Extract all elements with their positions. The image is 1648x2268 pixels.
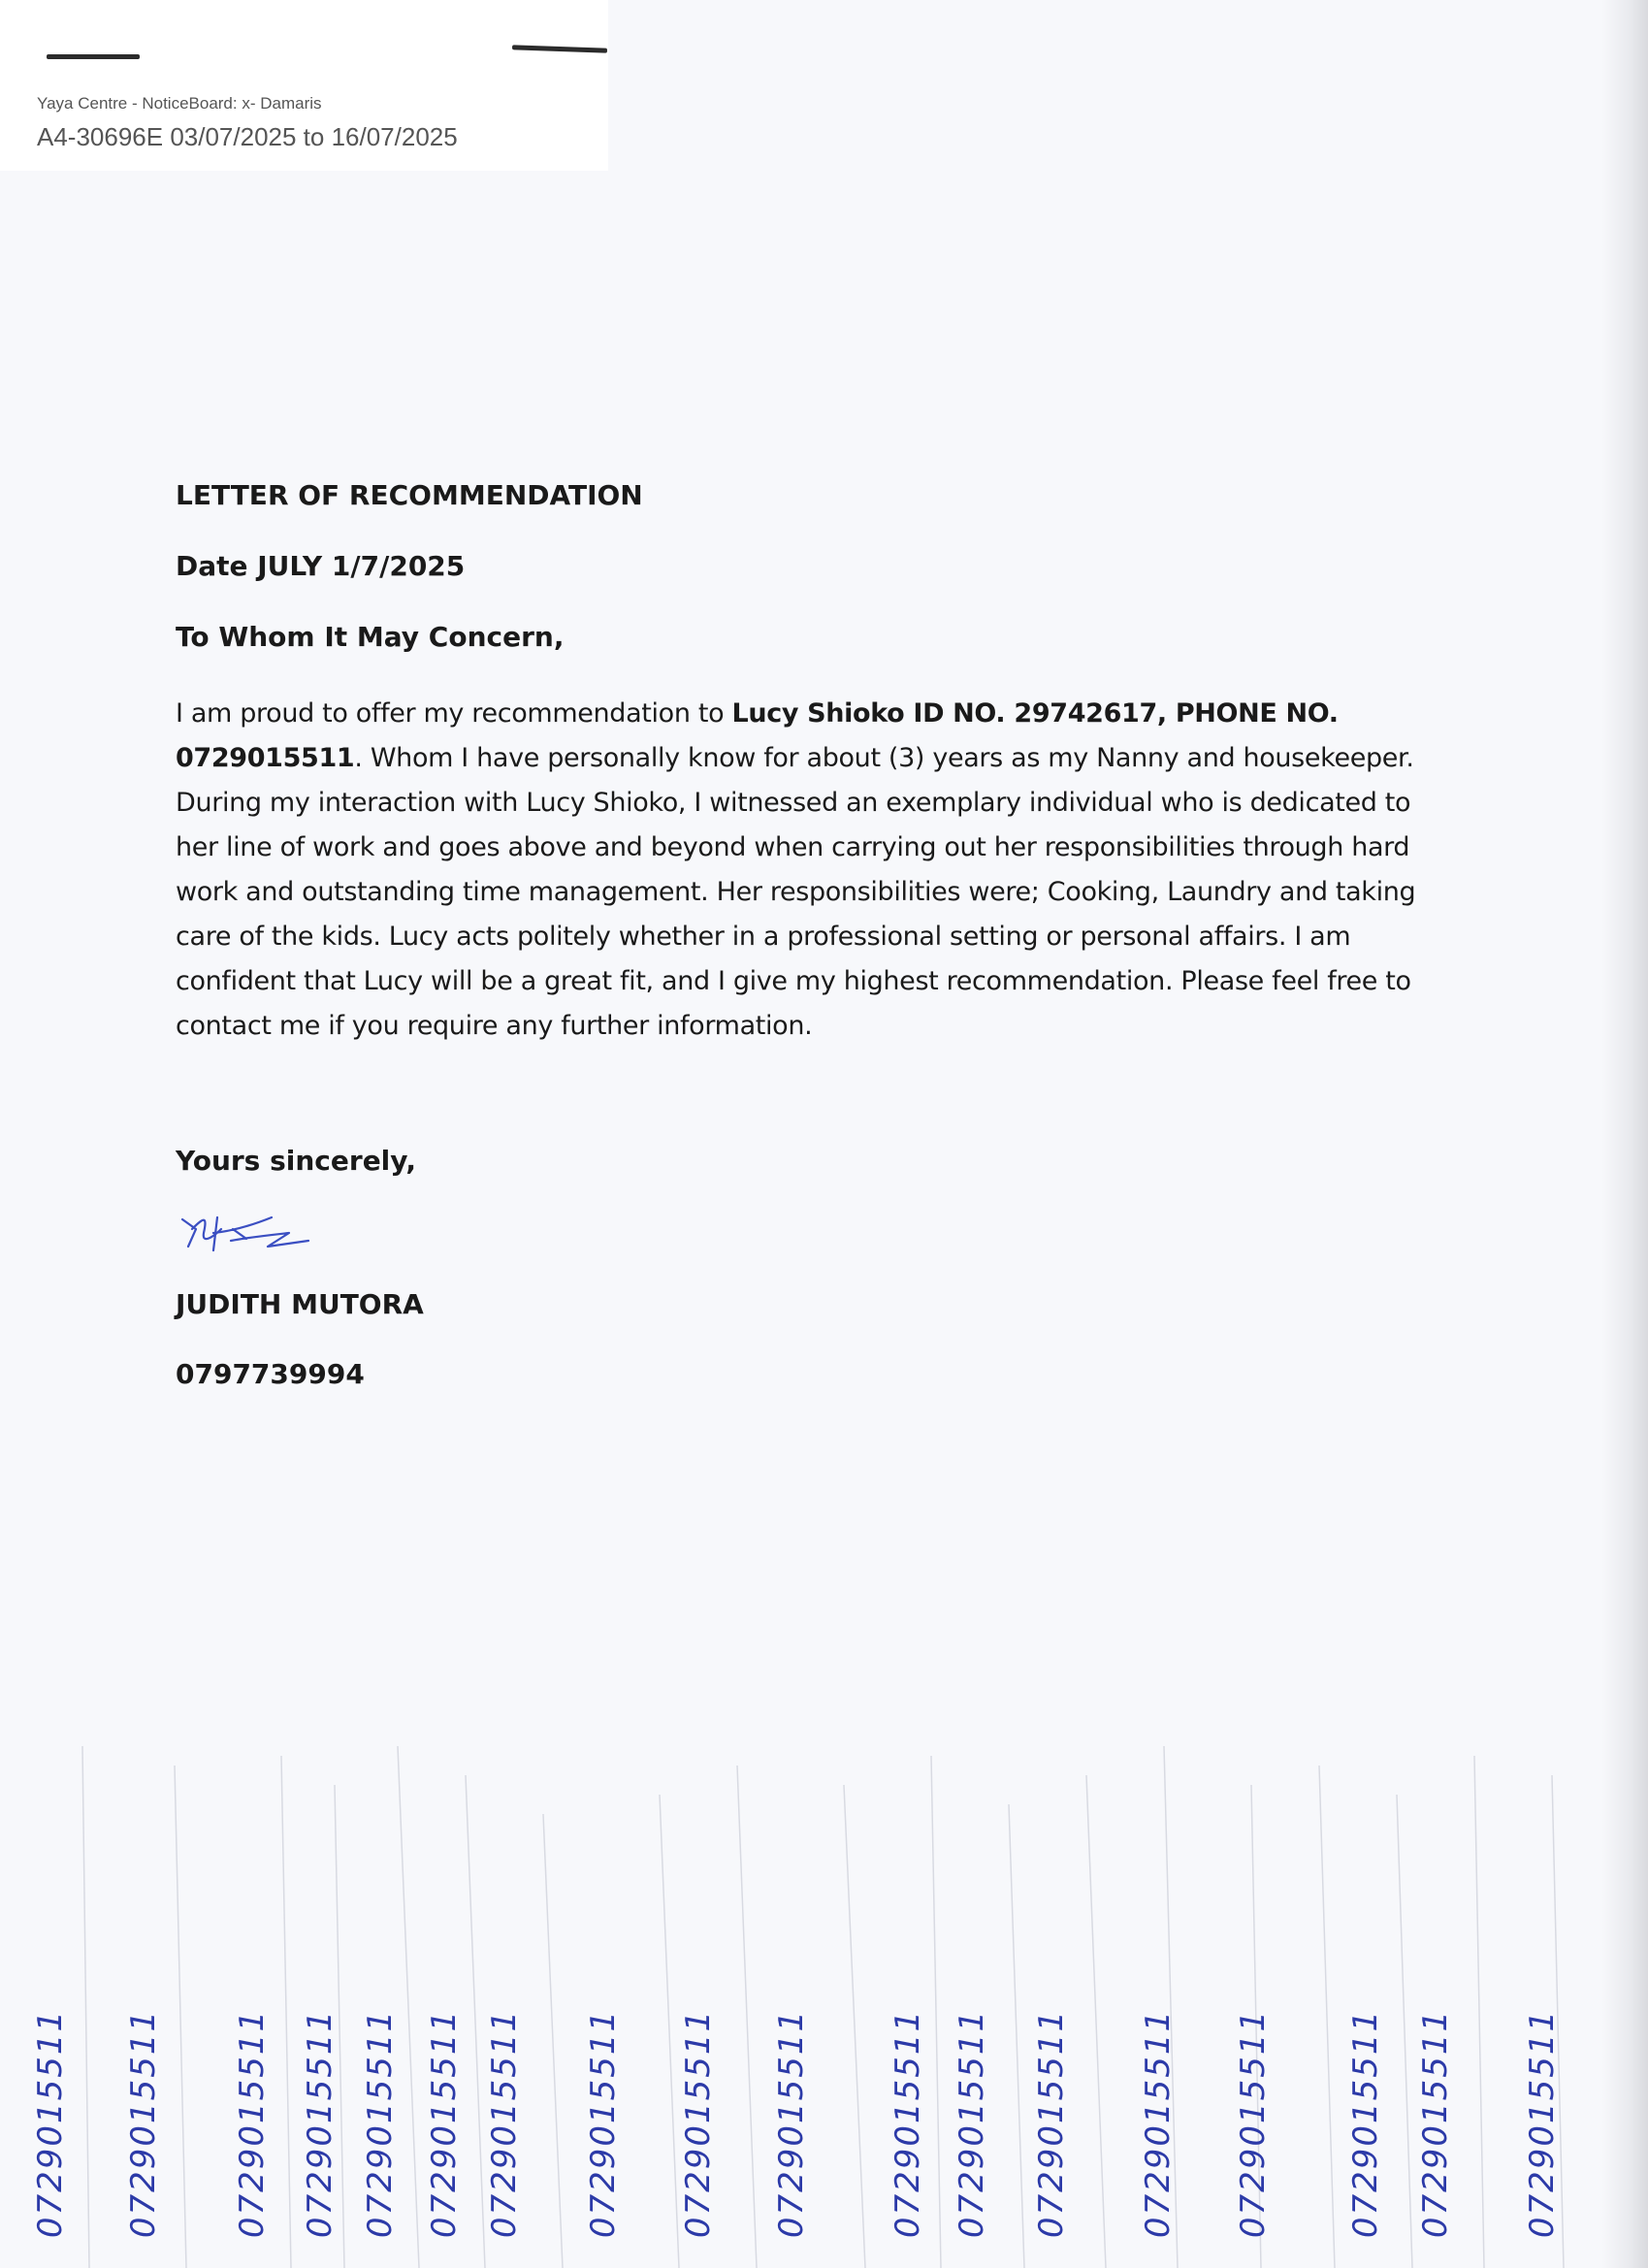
- letter-date: Date JULY 1/7/2025: [176, 550, 466, 582]
- signer-name: JUDITH MUTORA: [176, 1288, 424, 1320]
- noticeboard-code-dates: A4-30696E 03/07/2025 to 16/07/2025: [37, 122, 458, 151]
- tear-tab[interactable]: [669, 1983, 727, 2264]
- tear-tab[interactable]: [1337, 1983, 1395, 2264]
- tear-tab-phone: 0729015511: [772, 2008, 811, 2239]
- letter-closing: Yours sincerely,: [176, 1145, 416, 1177]
- letter-salutation: To Whom It May Concern,: [176, 621, 565, 653]
- tear-tab[interactable]: [1513, 1983, 1571, 2264]
- tear-tab-phone: 0729015511: [889, 2008, 927, 2239]
- noticeboard-label: [0, 0, 608, 171]
- tear-tab-phone: 0729015511: [233, 2008, 272, 2239]
- tear-tab-phone: 0729015511: [1139, 2008, 1178, 2239]
- tear-tab[interactable]: [415, 1983, 473, 2264]
- tear-tab-phone: 0729015511: [425, 2008, 464, 2239]
- letter: [176, 479, 1427, 1049]
- tear-tab-phone: 0729015511: [1416, 2008, 1455, 2239]
- tear-tab-phone: 0729015511: [301, 2008, 339, 2239]
- tear-tab-phone: 0729015511: [361, 2008, 400, 2239]
- tear-tab-phone: 0729015511: [584, 2008, 623, 2239]
- tear-tab[interactable]: [475, 1983, 533, 2264]
- tear-tab-phone: 0729015511: [485, 2008, 524, 2239]
- tear-tab-phone: 0729015511: [31, 2008, 70, 2239]
- tear-tab[interactable]: [114, 1983, 173, 2264]
- letter-heading: LETTER OF RECOMMENDATION: [176, 479, 643, 511]
- tear-tab-phone: 0729015511: [124, 2008, 163, 2239]
- tear-tab[interactable]: [223, 1983, 281, 2264]
- tape-mark: [47, 54, 140, 59]
- tear-tab-phone: 0729015511: [953, 2008, 991, 2239]
- letter-body: [176, 692, 1427, 1049]
- tear-tab[interactable]: [762, 1983, 821, 2264]
- tear-tab[interactable]: [1022, 1983, 1081, 2264]
- tear-tab-phone: 0729015511: [1346, 2008, 1385, 2239]
- noticeboard-location: Yaya Centre - NoticeBoard: x- Damaris: [37, 94, 322, 113]
- signer-phone: 0797739994: [176, 1358, 365, 1390]
- tear-tab[interactable]: [1129, 1983, 1187, 2264]
- tear-tab[interactable]: [943, 1983, 1001, 2264]
- tape-mark: [512, 45, 607, 52]
- tear-tab-phone: 0729015511: [1523, 2008, 1562, 2239]
- body-text: . Whom I have personally know for about (3) years as my Nanny and housekeeper. During my interaction with Lucy Shioko, I witnessed an exemplary individual who is dedicated to her line of work and goes above and beyond when carrying out her responsibilities through hard work and outstanding time management. Her responsibilities were; Cooking, Laundry and taking care of the kids. Lucy acts politely whether in a professional setting or personal affairs. I am confident that Lucy will be a great fit, and I give my highest recommendation. Please feel free to contact me if you require any further information.: [176, 743, 1416, 1041]
- body-candidate-details: Lucy Shioko ID NO. 29742617, PHONE NO. 0729015511: [176, 698, 1339, 773]
- tear-tab-phone: 0729015511: [1234, 2008, 1273, 2239]
- tear-tab[interactable]: [351, 1983, 409, 2264]
- tear-tab-phone: 0729015511: [1032, 2008, 1071, 2239]
- tear-tab[interactable]: [574, 1983, 632, 2264]
- tear-tab[interactable]: [291, 1983, 349, 2264]
- body-intro: I am proud to offer my recommendation to: [176, 698, 732, 729]
- signature: [175, 1208, 320, 1266]
- tear-tab[interactable]: [1406, 1983, 1465, 2264]
- tear-tab[interactable]: [21, 1983, 80, 2264]
- tear-tab-phone: 0729015511: [679, 2008, 718, 2239]
- tear-tab[interactable]: [879, 1983, 937, 2264]
- tear-tab[interactable]: [1224, 1983, 1282, 2264]
